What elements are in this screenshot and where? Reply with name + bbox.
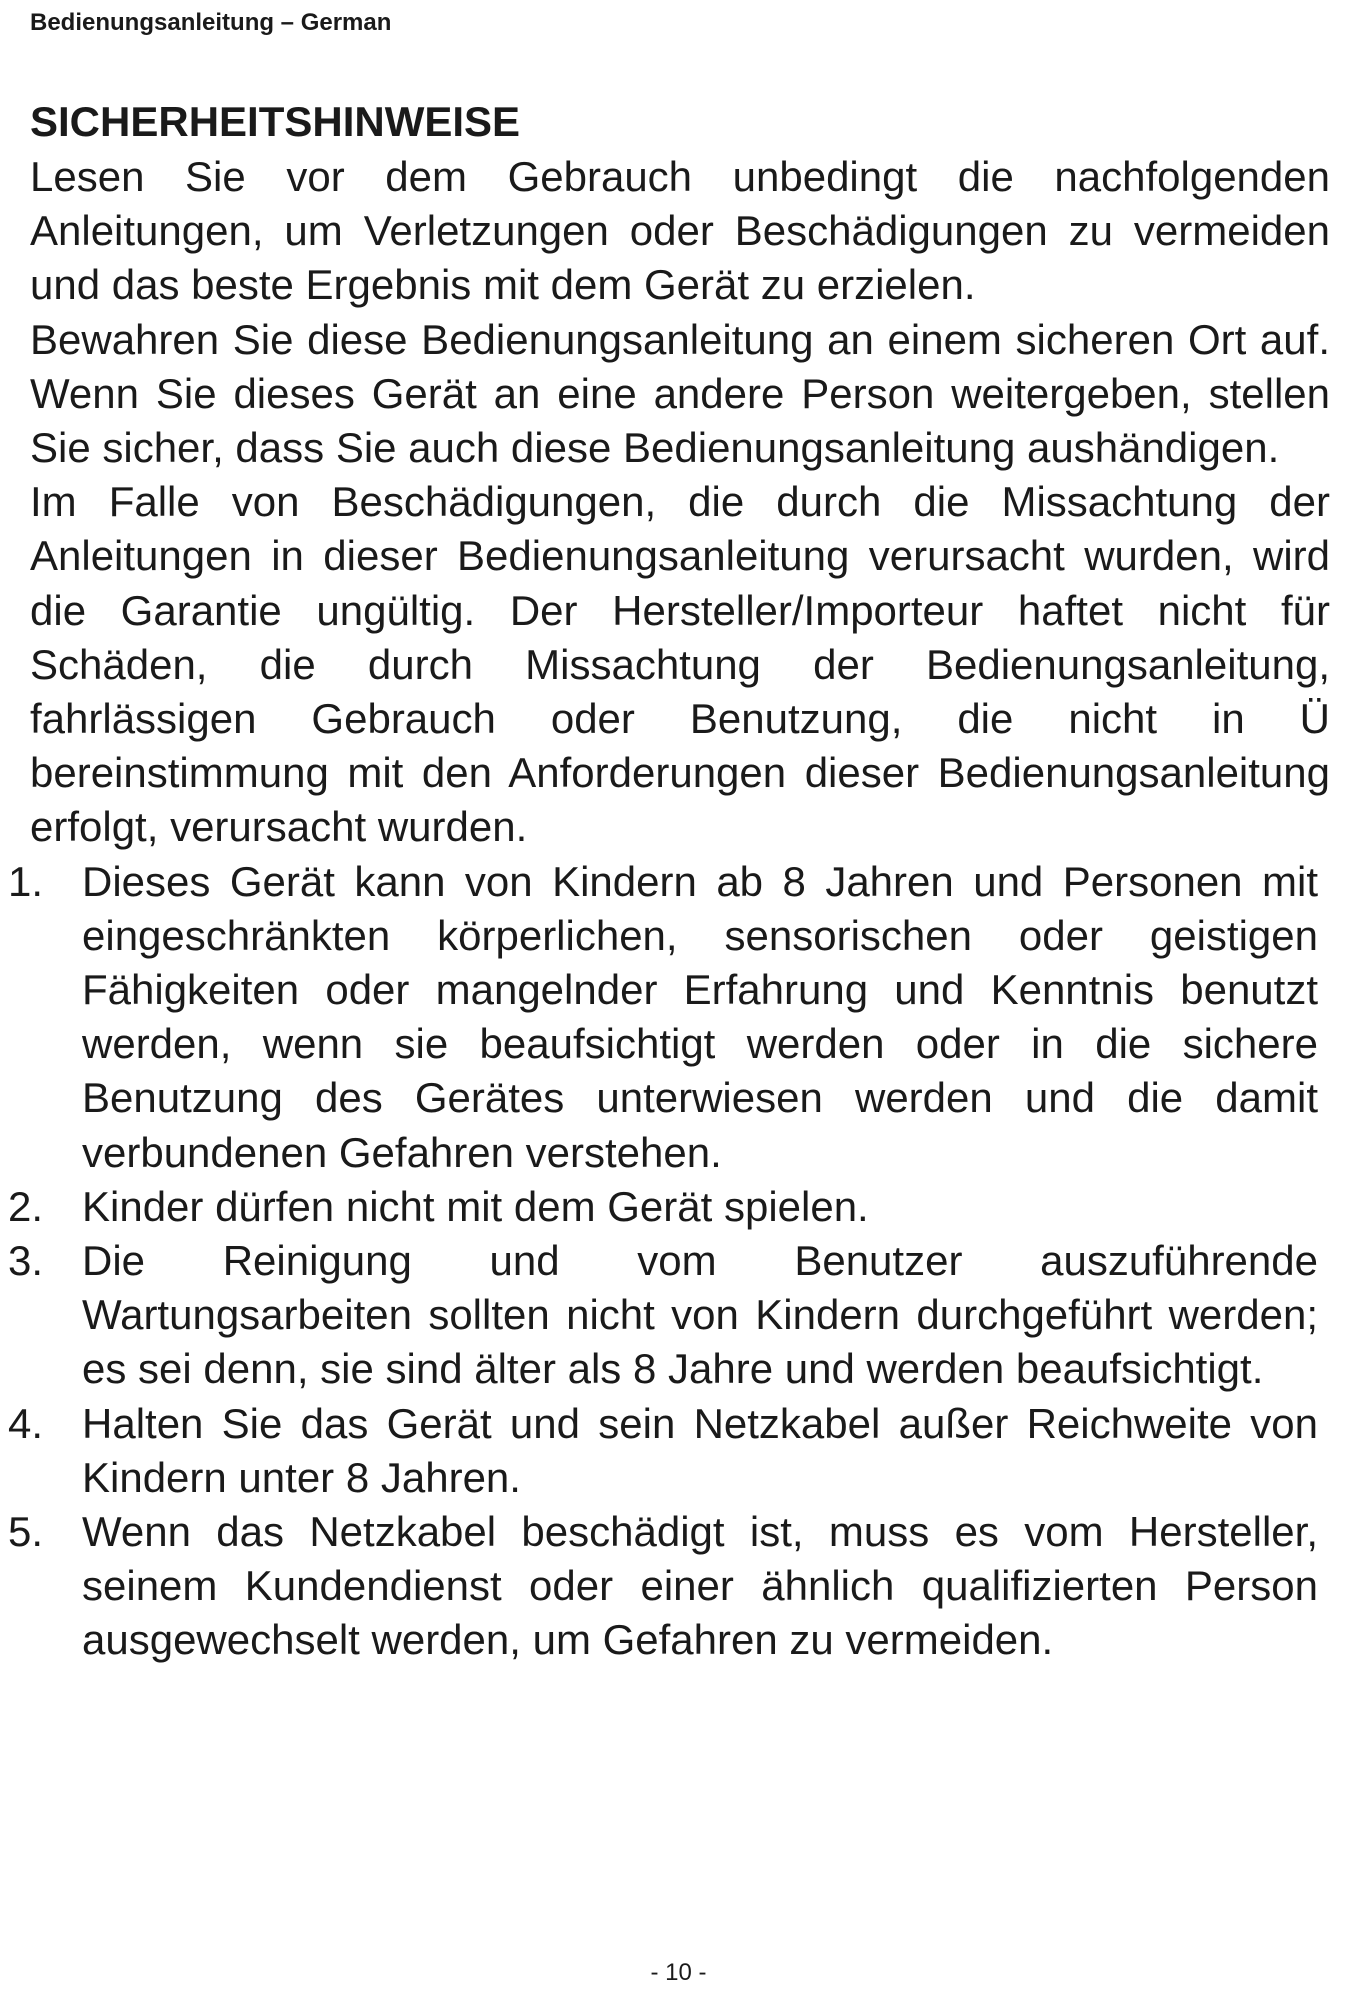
list-item-text: Dieses Gerät kann von Kindern ab 8 Jahren und Personen mit eingeschränkten körperlichen, sensorischen oder geistigen Fähigkeiten oder mangelnder Erfahrung und Kenntnis benutzt werden, wenn sie beaufsichtigt werden oder in die sichere Benutzung des Gerätes unterwiesen werden und die damit verbundenen Gefahren verstehen. bbox=[82, 857, 1318, 1176]
list-item bbox=[8, 1505, 1330, 1668]
page-content bbox=[8, 94, 1330, 1668]
section-title: SICHERHEITSHINWEISE bbox=[30, 98, 521, 145]
list-item bbox=[8, 855, 1330, 1180]
storage-paragraph: Bewahren Sie diese Bedienungsanleitung an einem sicheren Ort auf. Wenn Sie dieses Gerät an eine andere Person weitergeben, stellen Sie sicher, dass Sie auch diese Bedienungsanleitung aushändigen. bbox=[30, 315, 1330, 472]
list-item-number: 2. bbox=[8, 1182, 44, 1230]
document-header: Bedienungsanleitung – German bbox=[30, 9, 392, 36]
list-item-number: 5. bbox=[8, 1508, 44, 1556]
list-item-text: Wenn das Netzkabel beschädigt ist, muss es vom Hersteller, seinem Kundendienst oder einer ähnlich qualifizierten Person ausgewechselt werden, um Gefahren zu vermeiden. bbox=[82, 1508, 1318, 1664]
list-item-text: Kinder dürfen nicht mit dem Gerät spielen. bbox=[82, 1182, 869, 1230]
safety-list bbox=[8, 855, 1330, 1668]
list-item-number: 1. bbox=[8, 857, 44, 905]
intro-paragraph: Lesen Sie vor dem Gebrauch unbedingt die nachfolgenden Anleitungen, um Verletzungen oder Beschädigungen zu vermeiden und das beste Ergebnis mit dem Gerät zu erzielen. bbox=[30, 153, 1330, 309]
list-item-text: Halten Sie das Gerät und sein Netzkabel außer Reichweite von Kindern unter 8 Jahren. bbox=[82, 1399, 1318, 1501]
list-item bbox=[8, 1234, 1330, 1397]
list-item bbox=[8, 1180, 1330, 1234]
list-item bbox=[8, 1397, 1330, 1505]
list-item-text: Die Reinigung und vom Benutzer auszuführende Wartungsarbeiten sollten nicht von Kindern durchgeführt werden; es sei denn, sie sind älter als 8 Jahre und werden beaufsichtigt. bbox=[82, 1237, 1318, 1393]
list-item-number: 3. bbox=[8, 1237, 44, 1285]
page-number: - 10 - bbox=[650, 1959, 707, 1986]
list-item-number: 4. bbox=[8, 1399, 44, 1447]
warranty-paragraph: Im Falle von Beschädigungen, die durch die Missachtung der Anleitungen in dieser Bedienungsanleitung verursacht wurden, wird die Garantie ungültig. Der Hersteller/Importeur haftet nicht für Schäden, die durch Missachtung der Bedienungsanleitung, fahrlässigen Gebrauch oder Benutzung, die nicht in Ü bereinstimmung mit den Anforderungen dieser Bedienungsanleitung erfolgt, verursacht wurden. bbox=[30, 478, 1330, 851]
